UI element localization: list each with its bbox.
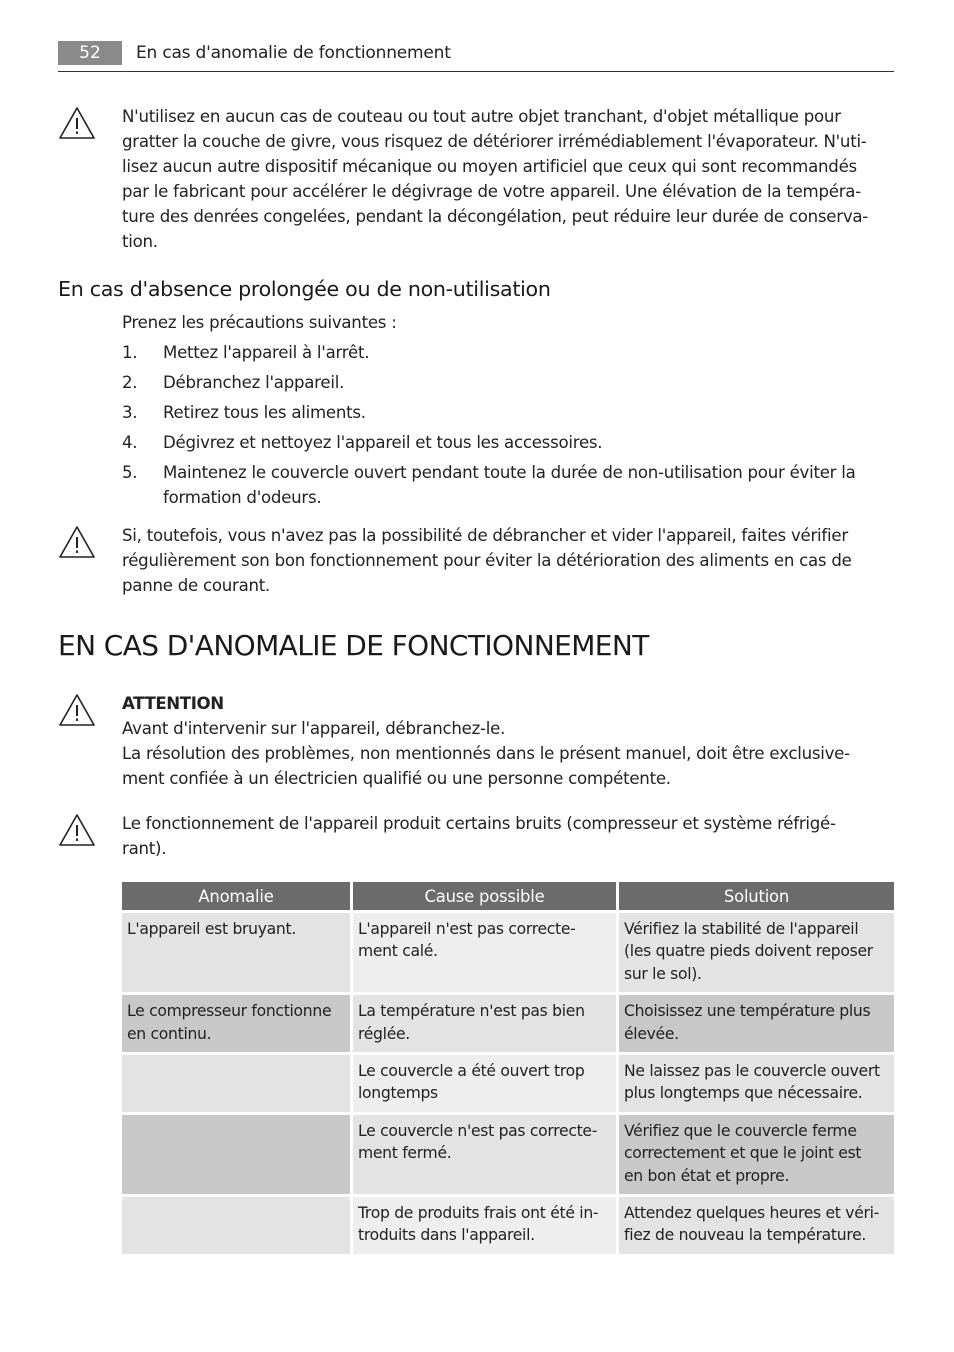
cell-line: élevée. (624, 1024, 679, 1043)
table-row (122, 995, 894, 1055)
text-line: rant). (122, 839, 167, 858)
text-line: ment confiée à un électricien qualifié ou une personne compétente. (122, 769, 671, 788)
text-line: ture des denrées congelées, pendant la décongélation, peut réduire leur durée de conserva- (122, 207, 869, 226)
page-number: 52 (58, 41, 122, 65)
list-item (122, 400, 894, 425)
cell-line: en bon état et propre. (624, 1166, 790, 1185)
list-item (122, 340, 894, 365)
warning-triangle-icon (58, 693, 96, 727)
cell-line: Vérifiez la stabilité de l'appareil (624, 920, 859, 938)
cell-line: La température n'est pas bien (358, 1002, 585, 1021)
text-line: N'utilisez en aucun cas de couteau ou tout autre objet tranchant, d'objet métallique pour (122, 107, 841, 126)
cell-line: troduits dans l'appareil. (358, 1226, 535, 1245)
absence-steps-list (122, 340, 894, 515)
column-header-solution: Solution (619, 882, 894, 913)
list-item (122, 460, 894, 510)
cell-line: longtemps (358, 1084, 438, 1103)
table-row (122, 1197, 894, 1257)
cell-cause (353, 1115, 619, 1197)
cell-anomalie (122, 995, 353, 1055)
text-line: lisez aucun autre dispositif mécanique ou moyen artificiel que ceux qui sont recommandés (122, 157, 857, 176)
cell-line: L'appareil est bruyant. (127, 920, 296, 938)
cell-solution (619, 995, 894, 1055)
warning-unplug-text (122, 523, 894, 598)
step-number: 4. (122, 433, 138, 452)
cell-line: en continu. (127, 1024, 212, 1043)
cell-line: fiez de nouveau la température. (624, 1226, 867, 1245)
cell-line: ment calé. (358, 942, 438, 961)
cell-cause (353, 1055, 619, 1115)
cell-cause (353, 1197, 619, 1257)
table-header-row (122, 882, 894, 913)
cell-solution (619, 1197, 894, 1257)
absence-heading: En cas d'absence prolongée ou de non-utilisation (58, 277, 551, 301)
warning-noise-text (122, 811, 894, 861)
text-line: La résolution des problèmes, non mentionnés dans le présent manuel, doit être exclusive- (122, 744, 850, 763)
cell-line: Ne laissez pas le couvercle ouvert (624, 1062, 880, 1081)
cell-line: correctement et que le joint est (624, 1144, 862, 1163)
text-line: Avant d'intervenir sur l'appareil, débranchez-le. (122, 719, 506, 738)
troubleshooting-table (122, 882, 894, 1257)
step-text: Dégivrez et nettoyez l'appareil et tous les accessoires. (163, 433, 603, 452)
warning-knife (58, 104, 894, 256)
text-line: Le fonctionnement de l'appareil produit certains bruits (compresseur et système réfrigé- (122, 814, 836, 833)
section-title: EN CAS D'ANOMALIE DE FONCTIONNEMENT (58, 629, 649, 662)
cell-line: Vérifiez que le couvercle ferme (624, 1121, 857, 1140)
step-text: Maintenez le couvercle ouvert pendant toute la durée de non-utilisation pour éviter la (163, 463, 856, 482)
text-line: par le fabricant pour accélérer le dégivrage de votre appareil. Une élévation de la tempéra- (122, 182, 861, 201)
page-header (58, 38, 894, 72)
warning-triangle-icon (58, 106, 96, 140)
text-line: tion. (122, 232, 158, 251)
warning-attention (58, 691, 894, 793)
cell-line: ment fermé. (358, 1144, 452, 1163)
absence-intro: Prenez les précautions suivantes : (122, 313, 397, 332)
step-number: 2. (122, 373, 138, 392)
list-item (122, 430, 894, 455)
cell-anomalie (122, 913, 353, 995)
cell-line: réglée. (358, 1024, 410, 1043)
warning-unplug (58, 523, 894, 599)
cell-solution (619, 1115, 894, 1197)
cell-line: sur le sol). (624, 964, 702, 983)
column-header-cause: Cause possible (353, 882, 619, 913)
step-number: 5. (122, 463, 138, 482)
text-line: Si, toutefois, vous n'avez pas la possibilité de débrancher et vider l'appareil, faites vérifier (122, 526, 848, 545)
cell-anomalie (122, 1197, 353, 1257)
cell-solution (619, 913, 894, 995)
cell-solution (619, 1055, 894, 1115)
cell-line: Le compresseur fonctionne (127, 1002, 332, 1021)
step-text: Retirez tous les aliments. (163, 403, 366, 422)
text-line: gratter la couche de givre, vous risquez de détériorer irrémédiablement l'évaporateur. N'uti- (122, 132, 867, 151)
warning-triangle-icon (58, 813, 96, 847)
step-number: 3. (122, 403, 138, 422)
table-row (122, 1115, 894, 1197)
step-number: 1. (122, 343, 138, 362)
text-line: panne de courant. (122, 576, 271, 595)
cell-anomalie (122, 1115, 353, 1197)
text-line: régulièrement son bon fonctionnement pour éviter la détérioration des aliments en cas de (122, 551, 852, 570)
cell-line: Attendez quelques heures et véri- (624, 1204, 879, 1223)
running-header-title: En cas d'anomalie de fonctionnement (136, 43, 451, 63)
step-text: Mettez l'appareil à l'arrêt. (163, 343, 370, 362)
cell-line: plus longtemps que nécessaire. (624, 1084, 863, 1103)
cell-line: (les quatre pieds doivent reposer (624, 942, 873, 961)
cell-line: L'appareil n'est pas correcte- (358, 920, 576, 938)
cell-line: Choisissez une température plus (624, 1002, 871, 1021)
step-text: formation d'odeurs. (163, 488, 322, 507)
cell-line: Le couvercle n'est pas correcte- (358, 1121, 598, 1140)
table-row (122, 1055, 894, 1115)
cell-anomalie (122, 1055, 353, 1115)
cell-cause (353, 995, 619, 1055)
cell-line: Trop de produits frais ont été in- (358, 1204, 599, 1223)
warning-attention-text (122, 691, 894, 791)
column-header-anomalie: Anomalie (122, 882, 353, 913)
warning-knife-text (122, 104, 894, 254)
step-text: Débranchez l'appareil. (163, 373, 345, 392)
list-item (122, 370, 894, 395)
warning-noise (58, 811, 894, 863)
cell-line: Le couvercle a été ouvert trop (358, 1062, 585, 1081)
table-row (122, 913, 894, 995)
warning-triangle-icon (58, 525, 96, 559)
attention-heading: ATTENTION (122, 694, 224, 713)
cell-cause (353, 913, 619, 995)
